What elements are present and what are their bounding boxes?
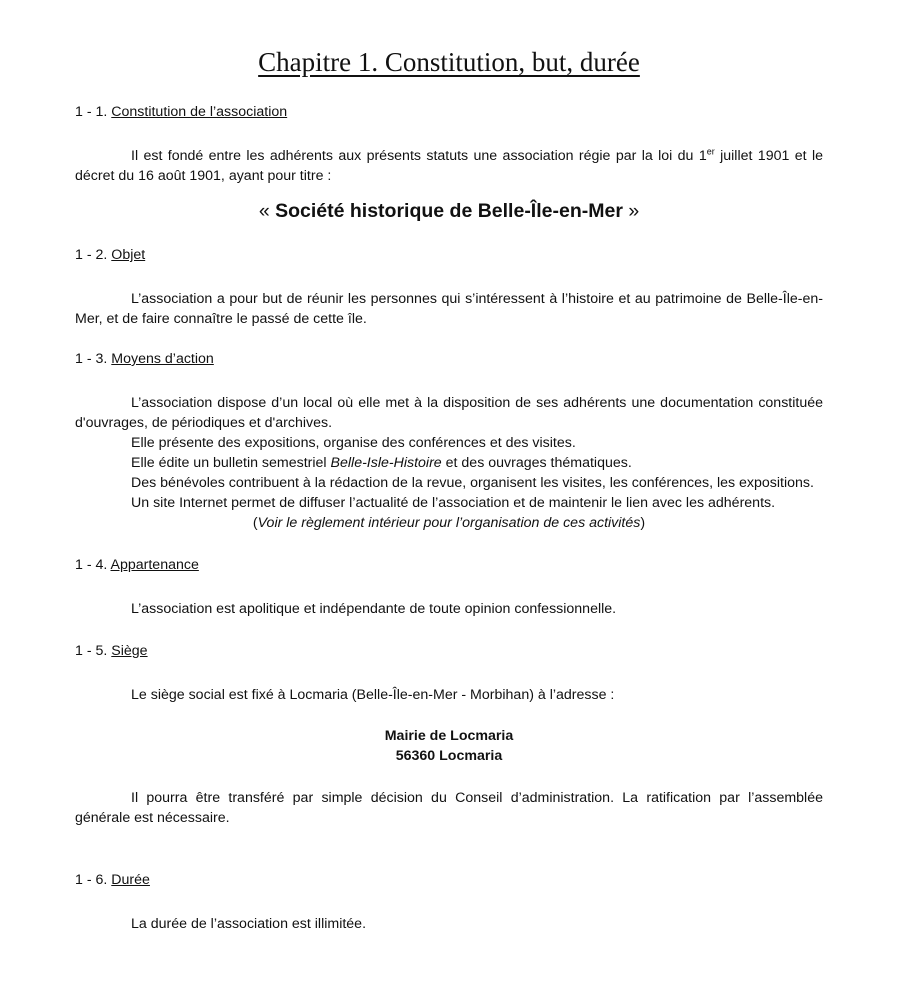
section-heading bbox=[75, 102, 823, 122]
section-heading bbox=[75, 870, 823, 890]
address-line-2: 56360 Locmaria bbox=[395, 748, 503, 764]
section-heading bbox=[75, 641, 823, 661]
section-title: Objet bbox=[111, 247, 146, 263]
objet-paragraph: L’association a pour but de réunir les personnes qui s’intéressent à l’histoire et au patrimoine de Belle-Île-en-Mer, et de faire connaître le passé de cette île. bbox=[75, 291, 823, 327]
section-heading bbox=[75, 555, 823, 575]
constitution-paragraph bbox=[75, 146, 823, 186]
section-title: Durée bbox=[111, 872, 150, 888]
address-line-1: Mairie de Locmaria bbox=[384, 728, 514, 744]
section-duree bbox=[75, 870, 823, 934]
note-text: Voir le règlement intérieur pour l’organisation de ces activités bbox=[257, 515, 641, 531]
siege-paragraph-2: Il pourra être transféré par simple décision du Conseil d’administration. La ratification par l’assemblée générale est nécessaire. bbox=[75, 790, 823, 826]
bulletin-title: Belle-Isle-Histoire bbox=[330, 455, 442, 471]
section-number: 1 - 3. bbox=[75, 351, 112, 367]
reglement-note bbox=[75, 513, 823, 533]
section-title: Appartenance bbox=[110, 557, 199, 573]
section-siege bbox=[75, 641, 823, 828]
text-run: et des ouvrages thématiques. bbox=[441, 455, 632, 471]
section-constitution bbox=[75, 102, 823, 224]
text-run: juillet 1901 et le décret du 16 août 1901, ayant pour titre : bbox=[75, 148, 823, 184]
quote-open: « bbox=[258, 200, 276, 222]
section-title: Siège bbox=[111, 643, 148, 659]
section-number: 1 - 6. bbox=[75, 872, 112, 888]
section-number: 1 - 5. bbox=[75, 643, 112, 659]
association-name: Société historique de Belle-Île-en-Mer bbox=[275, 200, 623, 222]
section-moyens-action bbox=[75, 349, 823, 533]
appartenance-paragraph: L’association est apolitique et indépendante de toute opinion confessionnelle. bbox=[131, 601, 617, 617]
chapter-title: Chapitre 1. Constitution, but, durée bbox=[258, 47, 640, 77]
moyens-paragraph-5: Un site Internet permet de diffuser l’actualité de l’association et de maintenir le lien avec les adhérents. bbox=[131, 495, 776, 511]
section-title: Moyens d’action bbox=[111, 351, 214, 367]
siege-paragraph-1: Le siège social est fixé à Locmaria (Belle-Île-en-Mer - Morbihan) à l’adresse : bbox=[131, 687, 615, 703]
section-number: 1 - 2. bbox=[75, 247, 112, 263]
section-number: 1 - 4. bbox=[75, 557, 111, 573]
paren-close: ) bbox=[640, 515, 646, 531]
section-objet bbox=[75, 245, 823, 329]
moyens-paragraph-4: Des bénévoles contribuent à la rédaction de la revue, organisent les visites, les conférences, les expositions. bbox=[131, 475, 814, 491]
section-title: Constitution de l’association bbox=[111, 104, 288, 120]
section-appartenance bbox=[75, 555, 823, 619]
association-title bbox=[75, 198, 823, 224]
moyens-paragraph-3 bbox=[75, 453, 823, 473]
moyens-paragraph-2: Elle présente des expositions, organise des conférences et des visites. bbox=[131, 435, 576, 451]
quote-close: » bbox=[622, 200, 640, 222]
section-heading bbox=[75, 349, 823, 369]
moyens-paragraph-1: L’association dispose d’un local où elle met à la disposition de ses adhérents une documentation constituée d'ouvrages, de périodiques et d'archives. bbox=[75, 395, 823, 431]
section-number: 1 - 1. bbox=[75, 104, 112, 120]
section-heading bbox=[75, 245, 823, 265]
text-run: Il est fondé entre les adhérents aux présents statuts une association régie par la loi du 1 bbox=[131, 148, 707, 164]
paren-open: ( bbox=[252, 515, 258, 531]
text-run: Elle édite un bulletin semestriel bbox=[131, 455, 331, 471]
duree-paragraph: La durée de l’association est illimitée. bbox=[131, 916, 367, 932]
superscript: er bbox=[706, 146, 715, 157]
